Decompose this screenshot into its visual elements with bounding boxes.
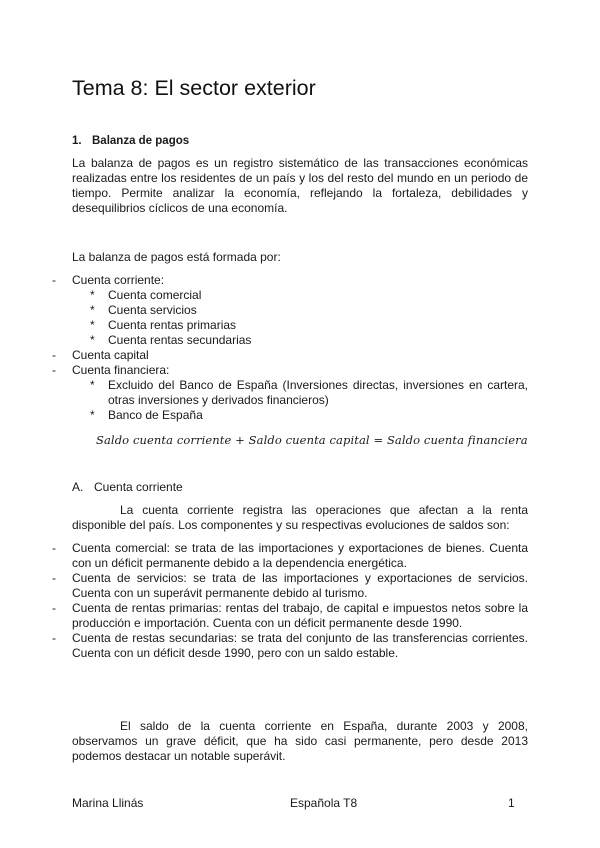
list-intro: La balanza de pagos está formada por: — [72, 250, 281, 264]
closing-paragraph: El saldo de la cuenta corriente en España, durante 2003 y 2008, observamos un grave déficit, que ha sido casi permanente, pero desde 2013 podemos destacar un notable superávit. — [72, 719, 528, 763]
sub-item: * Cuenta rentas primarias — [90, 318, 237, 332]
list-item-label: Cuenta capital — [72, 348, 149, 362]
list-item: - Cuenta comercial: se trata de las importaciones y exportaciones de bienes. Cuenta con un déficit permanente debido a la dependencia energética. — [52, 541, 528, 570]
sub-item-label: Cuenta rentas secundarias — [108, 333, 252, 347]
sub-item: * Cuenta rentas secundarias — [90, 333, 252, 347]
current-account-list — [52, 541, 528, 661]
footer-page-number: 1 — [508, 796, 515, 810]
sub-item-label: Cuenta comercial — [108, 288, 202, 302]
list-item: - Cuenta capital — [52, 348, 149, 362]
list-item: - Cuenta de restas secundarias: se trata del conjunto de las transferencias corrientes. Cuenta con un déficit desde 1990, pero con un saldo estable. — [52, 631, 528, 660]
list-item: - Cuenta de servicios: se trata de las importaciones y exportaciones de servicios. Cuenta con un superávit permanente debido al turismo. — [52, 571, 528, 600]
subsection-heading-text: Cuenta corriente — [94, 480, 183, 494]
sub-item: * Excluido del Banco de España (Inversiones directas, inversiones en cartera, otras inversiones y derivados financieros) — [90, 378, 528, 407]
footer-course: Española T8 — [290, 796, 358, 810]
current-account-paragraph: La cuenta corriente registra las operaciones que afectan a la renta disponible del país. Los componentes y su respectivas evoluciones de saldos son: — [72, 503, 528, 532]
intro-paragraph: La balanza de pagos es un registro sistemático de las transacciones económicas realizadas entre los residentes de un país y los del resto del mundo en un periodo de tiempo. Permite analizar la economía, reflejando la fortaleza, debilidades y desequilibrios cíclicos de una economía. — [72, 156, 528, 215]
list-item: - Cuenta corriente: — [52, 273, 165, 287]
subsection-heading — [72, 480, 183, 495]
sub-item: * Cuenta servicios — [90, 303, 197, 317]
components-list — [52, 273, 528, 423]
list-item-text: Cuenta de restas secundarias: se trata del conjunto de las transferencias corrientes. Cuenta con un déficit desde 1990, pero con un saldo estable. — [72, 631, 528, 660]
sub-item: * Cuenta comercial — [90, 288, 202, 302]
list-item-label: Cuenta financiera: — [72, 363, 170, 377]
section-heading-text: Balanza de pagos — [92, 135, 190, 147]
section-heading — [72, 134, 189, 149]
list-item: - Cuenta de rentas primarias: rentas del trabajo, de capital e impuestos netos sobre la producción e importación. Cuenta con un déficit permanente desde 1990. — [52, 601, 528, 630]
list-item-text: Cuenta comercial: se trata de las importaciones y exportaciones de bienes. Cuenta con un déficit permanente debido a la dependencia energética. — [72, 541, 528, 570]
list-item-label: Cuenta corriente: — [72, 273, 165, 287]
sub-item-label: Cuenta rentas primarias — [108, 318, 237, 332]
sub-item-label: Cuenta servicios — [108, 303, 197, 317]
list-item-text: Cuenta de rentas primarias: rentas del trabajo, de capital e impuestos netos sobre la producción e importación. Cuenta con un déficit permanente desde 1990. — [72, 601, 528, 630]
section-number: 1. — [72, 135, 82, 147]
subsection-letter: A. — [72, 480, 84, 494]
sub-item-label: Banco de España — [108, 408, 203, 422]
footer-author: Marina Llinás — [72, 796, 144, 810]
sub-item: * Banco de España — [90, 408, 203, 422]
list-item: - Cuenta financiera: — [52, 363, 170, 377]
sub-item-label: Excluido del Banco de España (Inversiones directas, inversiones en cartera, otras inversiones y derivados financieros) — [108, 378, 528, 407]
balance-formula: Saldo cuenta corriente + Saldo cuenta capital = Saldo cuenta financiera — [96, 433, 528, 447]
page-title: Tema 8: El sector exterior — [72, 76, 316, 100]
list-item-text: Cuenta de servicios: se trata de las importaciones y exportaciones de servicios. Cuenta con un superávit permanente debido al turismo. — [72, 571, 528, 600]
